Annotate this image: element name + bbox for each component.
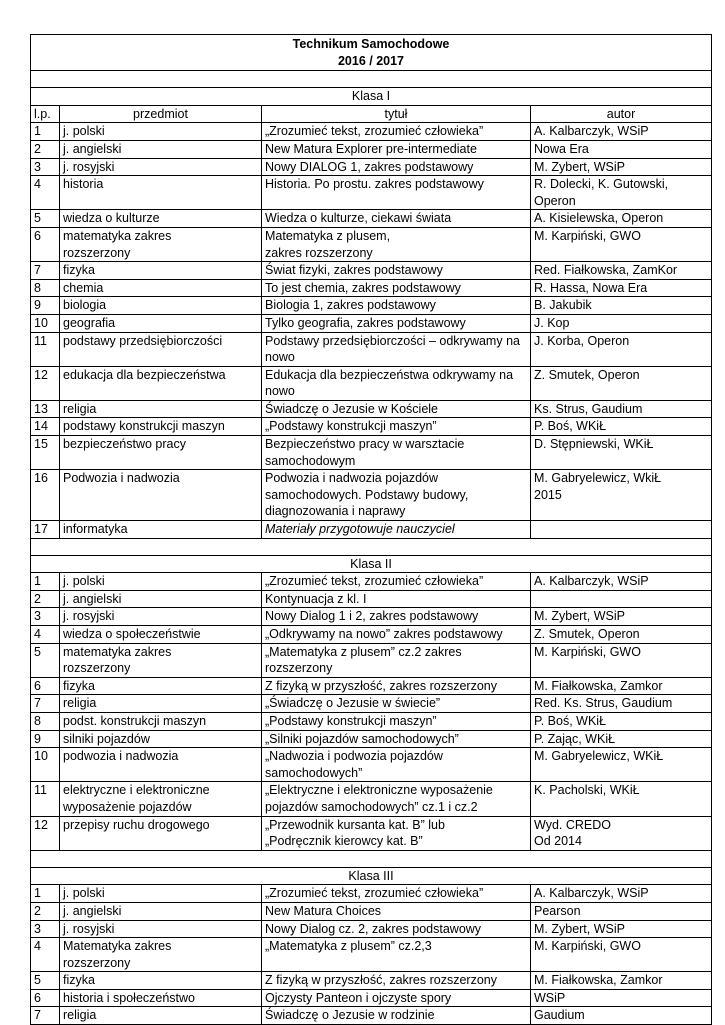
- table-row: [31, 920, 712, 938]
- row-title: To jest chemia, zakres podstawowy: [262, 279, 531, 297]
- row-subject: przepisy ruchu drogowego: [60, 816, 262, 850]
- class-heading-row: [31, 555, 712, 573]
- table-row: [31, 314, 712, 332]
- row-author: Z. Smutek, Operon: [531, 626, 712, 644]
- row-number: 7: [31, 262, 60, 280]
- row-author: M. Zybert, WSiP: [531, 608, 712, 626]
- row-title: Nowy Dialog cz. 2, zakres podstawowy: [262, 920, 531, 938]
- table-row: [31, 590, 712, 608]
- row-number: 11: [31, 782, 60, 816]
- row-subject: j. polski: [60, 123, 262, 141]
- table-row: [31, 885, 712, 903]
- row-number: 8: [31, 279, 60, 297]
- table-row: [31, 227, 712, 261]
- row-number: 3: [31, 920, 60, 938]
- textbook-table: [30, 34, 712, 1025]
- row-number: 5: [31, 210, 60, 228]
- row-subject: j. polski: [60, 885, 262, 903]
- row-subject: edukacja dla bezpieczeństwa: [60, 366, 262, 400]
- row-title: „Przewodnik kursanta kat. B” lub „Podręcznik kierowcy kat. B”: [262, 816, 531, 850]
- row-subject: j. angielski: [60, 140, 262, 158]
- row-number: 2: [31, 902, 60, 920]
- row-number: 6: [31, 227, 60, 261]
- row-number: 3: [31, 608, 60, 626]
- table-row: [31, 972, 712, 990]
- row-title: Nowy Dialog 1 i 2, zakres podstawowy: [262, 608, 531, 626]
- row-subject: podstawy przedsiębiorczości: [60, 332, 262, 366]
- row-author: D. Stępniewski, WKiŁ: [531, 436, 712, 470]
- row-title: Podstawy przedsiębiorczości – odkrywamy na nowo: [262, 332, 531, 366]
- row-title: „Zrozumieć tekst, zrozumieć człowieka”: [262, 573, 531, 591]
- row-subject: historia i społeczeństwo: [60, 989, 262, 1007]
- row-author: K. Pacholski, WKiŁ: [531, 782, 712, 816]
- row-subject: religia: [60, 400, 262, 418]
- row-number: 12: [31, 366, 60, 400]
- row-number: 4: [31, 176, 60, 210]
- table-row: [31, 643, 712, 677]
- class-heading: Klasa III: [31, 867, 712, 885]
- row-author: A. Kalbarczyk, WSiP: [531, 885, 712, 903]
- row-author: M. Karpiński, GWO: [531, 227, 712, 261]
- row-title: „Elektryczne i elektroniczne wyposażenie pojazdów samochodowych” cz.1 i cz.2: [262, 782, 531, 816]
- row-number: 14: [31, 418, 60, 436]
- row-title: „Matematyka z plusem” cz.2 zakres rozszerzony: [262, 643, 531, 677]
- row-title: Podwozia i nadwozia pojazdów samochodowych. Podstawy budowy, diagnozowania i naprawy: [262, 470, 531, 521]
- table-row: [31, 748, 712, 782]
- row-subject: j. angielski: [60, 902, 262, 920]
- row-author: [531, 590, 712, 608]
- row-title: Świat fizyki, zakres podstawowy: [262, 262, 531, 280]
- table-row: [31, 902, 712, 920]
- row-author: M. Zybert, WSiP: [531, 158, 712, 176]
- row-title: „Silniki pojazdów samochodowych”: [262, 730, 531, 748]
- row-author: M. Gabryelewicz, WkiŁ 2015: [531, 470, 712, 521]
- row-subject: wiedza o kulturze: [60, 210, 262, 228]
- table-row: [31, 938, 712, 972]
- row-subject: Podwozia i nadwozia: [60, 470, 262, 521]
- row-author: A. Kalbarczyk, WSiP: [531, 123, 712, 141]
- row-number: 12: [31, 816, 60, 850]
- row-author: Ks. Strus, Gaudium: [531, 400, 712, 418]
- row-author: Pearson: [531, 902, 712, 920]
- row-subject: podwozia i nadwozia: [60, 748, 262, 782]
- row-title: „Odkrywamy na nowo” zakres podstawowy: [262, 626, 531, 644]
- table-row: [31, 400, 712, 418]
- row-subject: wiedza o społeczeństwie: [60, 626, 262, 644]
- class-heading-row: [31, 867, 712, 885]
- class-heading: Klasa II: [31, 555, 712, 573]
- row-author: M. Karpiński, GWO: [531, 643, 712, 677]
- row-title: Wiedza o kulturze, ciekawi świata: [262, 210, 531, 228]
- row-author: B. Jakubik: [531, 297, 712, 315]
- row-subject: j. angielski: [60, 590, 262, 608]
- table-row: [31, 262, 712, 280]
- row-number: 1: [31, 573, 60, 591]
- column-header-subject: przedmiot: [60, 105, 262, 123]
- row-author: Red. Ks. Strus, Gaudium: [531, 695, 712, 713]
- row-number: 13: [31, 400, 60, 418]
- school-name: Technikum Samochodowe: [292, 37, 450, 51]
- table-row: [31, 418, 712, 436]
- spacer-row: [31, 850, 712, 867]
- row-subject: biologia: [60, 297, 262, 315]
- row-title: Z fizyką w przyszłość, zakres rozszerzony: [262, 972, 531, 990]
- row-author: R. Dolecki, K. Gutowski, Operon: [531, 176, 712, 210]
- row-author: M. Karpiński, GWO: [531, 938, 712, 972]
- row-number: 4: [31, 938, 60, 972]
- row-author: Red. Fiałkowska, ZamKor: [531, 262, 712, 280]
- table-row: [31, 521, 712, 539]
- row-author: [531, 521, 712, 539]
- row-author: Gaudium: [531, 1007, 712, 1025]
- row-subject: Matematyka zakres rozszerzony: [60, 938, 262, 972]
- row-author: A. Kalbarczyk, WSiP: [531, 573, 712, 591]
- row-author: M. Fiałkowska, Zamkor: [531, 677, 712, 695]
- row-number: 11: [31, 332, 60, 366]
- table-row: [31, 366, 712, 400]
- row-subject: silniki pojazdów: [60, 730, 262, 748]
- row-title: Historia. Po prostu. zakres podstawowy: [262, 176, 531, 210]
- row-title: „Podstawy konstrukcji maszyn”: [262, 712, 531, 730]
- table-row: [31, 1007, 712, 1025]
- row-number: 10: [31, 748, 60, 782]
- table-row: [31, 436, 712, 470]
- table-row: [31, 123, 712, 141]
- row-subject: religia: [60, 695, 262, 713]
- row-title: Nowy DIALOG 1, zakres podstawowy: [262, 158, 531, 176]
- row-number: 7: [31, 695, 60, 713]
- row-title: „Świadczę o Jezusie w świecie”: [262, 695, 531, 713]
- row-author: J. Kop: [531, 314, 712, 332]
- row-subject: fizyka: [60, 262, 262, 280]
- row-subject: religia: [60, 1007, 262, 1025]
- row-subject: matematyka zakres rozszerzony: [60, 643, 262, 677]
- row-title: Bezpieczeństwo pracy w warsztacie samochodowym: [262, 436, 531, 470]
- row-author: M. Gabryelewicz, WKiŁ: [531, 748, 712, 782]
- table-body: [31, 35, 712, 1025]
- row-title: Matematyka z plusem, zakres rozszerzony: [262, 227, 531, 261]
- row-subject: j. polski: [60, 573, 262, 591]
- row-subject: podstawy konstrukcji maszyn: [60, 418, 262, 436]
- row-subject: historia: [60, 176, 262, 210]
- table-row: [31, 210, 712, 228]
- row-author: M. Fiałkowska, Zamkor: [531, 972, 712, 990]
- row-number: 2: [31, 590, 60, 608]
- school-year: 2016 / 2017: [337, 53, 405, 68]
- class-heading-row: [31, 88, 712, 106]
- row-number: 2: [31, 140, 60, 158]
- table-row: [31, 332, 712, 366]
- row-number: 17: [31, 521, 60, 539]
- column-header-lp: l.p.: [31, 105, 60, 123]
- row-title: „Podstawy konstrukcji maszyn”: [262, 418, 531, 436]
- column-header-author: autor: [531, 105, 712, 123]
- table-row: [31, 158, 712, 176]
- row-subject: elektryczne i elektroniczne wyposażenie pojazdów: [60, 782, 262, 816]
- row-subject: fizyka: [60, 677, 262, 695]
- row-title: Kontynuacja z kl. I: [262, 590, 531, 608]
- row-number: 7: [31, 1007, 60, 1025]
- row-title: New Matura Explorer pre-intermediate: [262, 140, 531, 158]
- row-number: 4: [31, 626, 60, 644]
- table-row: [31, 176, 712, 210]
- column-header-title: tytuł: [262, 105, 531, 123]
- row-subject: informatyka: [60, 521, 262, 539]
- spacer-cell: [31, 850, 712, 867]
- row-number: 16: [31, 470, 60, 521]
- spacer-cell: [31, 71, 712, 88]
- row-number: 1: [31, 123, 60, 141]
- table-row: [31, 608, 712, 626]
- spacer-row: [31, 71, 712, 88]
- row-subject: fizyka: [60, 972, 262, 990]
- row-author: P. Zając, WKiŁ: [531, 730, 712, 748]
- class-heading: Klasa I: [31, 88, 712, 106]
- column-header-row: [31, 105, 712, 123]
- table-row: [31, 140, 712, 158]
- spacer-cell: [31, 538, 712, 555]
- row-subject: j. rosyjski: [60, 158, 262, 176]
- row-subject: matematyka zakres rozszerzony: [60, 227, 262, 261]
- table-row: [31, 712, 712, 730]
- table-row: [31, 279, 712, 297]
- table-row: [31, 470, 712, 521]
- row-title: „Zrozumieć tekst, zrozumieć człowieka”: [262, 885, 531, 903]
- row-title: Materiały przygotowuje nauczyciel: [262, 521, 531, 539]
- row-title: Świadczę o Jezusie w Kościele: [262, 400, 531, 418]
- row-number: 9: [31, 730, 60, 748]
- row-author: A. Kisielewska, Operon: [531, 210, 712, 228]
- row-number: 3: [31, 158, 60, 176]
- row-title: Świadczę o Jezusie w rodzinie: [262, 1007, 531, 1025]
- table-row: [31, 816, 712, 850]
- table-row: [31, 677, 712, 695]
- table-row: [31, 730, 712, 748]
- row-subject: j. rosyjski: [60, 920, 262, 938]
- row-author: P. Boś, WKiŁ: [531, 418, 712, 436]
- header-row: [31, 35, 712, 71]
- table-row: [31, 782, 712, 816]
- row-author: Z. Smutek, Operon: [531, 366, 712, 400]
- row-subject: bezpieczeństwo pracy: [60, 436, 262, 470]
- row-author: Wyd. CREDO Od 2014: [531, 816, 712, 850]
- row-author: Nowa Era: [531, 140, 712, 158]
- spacer-row: [31, 538, 712, 555]
- row-author: P. Boś, WKiŁ: [531, 712, 712, 730]
- row-number: 6: [31, 677, 60, 695]
- table-row: [31, 297, 712, 315]
- row-title: Z fizyką w przyszłość, zakres rozszerzony: [262, 677, 531, 695]
- row-number: 10: [31, 314, 60, 332]
- row-title: Ojczysty Panteon i ojczyste spory: [262, 989, 531, 1007]
- row-number: 9: [31, 297, 60, 315]
- row-author: WSiP: [531, 989, 712, 1007]
- row-author: R. Hassa, Nowa Era: [531, 279, 712, 297]
- row-number: 5: [31, 972, 60, 990]
- row-title: Biologia 1, zakres podstawowy: [262, 297, 531, 315]
- row-subject: geografia: [60, 314, 262, 332]
- row-title: Edukacja dla bezpieczeństwa odkrywamy na nowo: [262, 366, 531, 400]
- row-number: 6: [31, 989, 60, 1007]
- row-title: New Matura Choices: [262, 902, 531, 920]
- table-row: [31, 573, 712, 591]
- row-number: 5: [31, 643, 60, 677]
- table-row: [31, 989, 712, 1007]
- row-number: 1: [31, 885, 60, 903]
- row-subject: chemia: [60, 279, 262, 297]
- row-author: J. Korba, Operon: [531, 332, 712, 366]
- row-number: 8: [31, 712, 60, 730]
- table-row: [31, 695, 712, 713]
- row-subject: j. rosyjski: [60, 608, 262, 626]
- row-title: „Nadwozia i podwozia pojazdów samochodowych”: [262, 748, 531, 782]
- row-author: M. Zybert, WSiP: [531, 920, 712, 938]
- row-title: „Matematyka z plusem” cz.2,3: [262, 938, 531, 972]
- row-title: „Zrozumieć tekst, zrozumieć człowieka”: [262, 123, 531, 141]
- row-title: Tylko geografia, zakres podstawowy: [262, 314, 531, 332]
- row-number: 15: [31, 436, 60, 470]
- row-subject: podst. konstrukcji maszyn: [60, 712, 262, 730]
- table-row: [31, 626, 712, 644]
